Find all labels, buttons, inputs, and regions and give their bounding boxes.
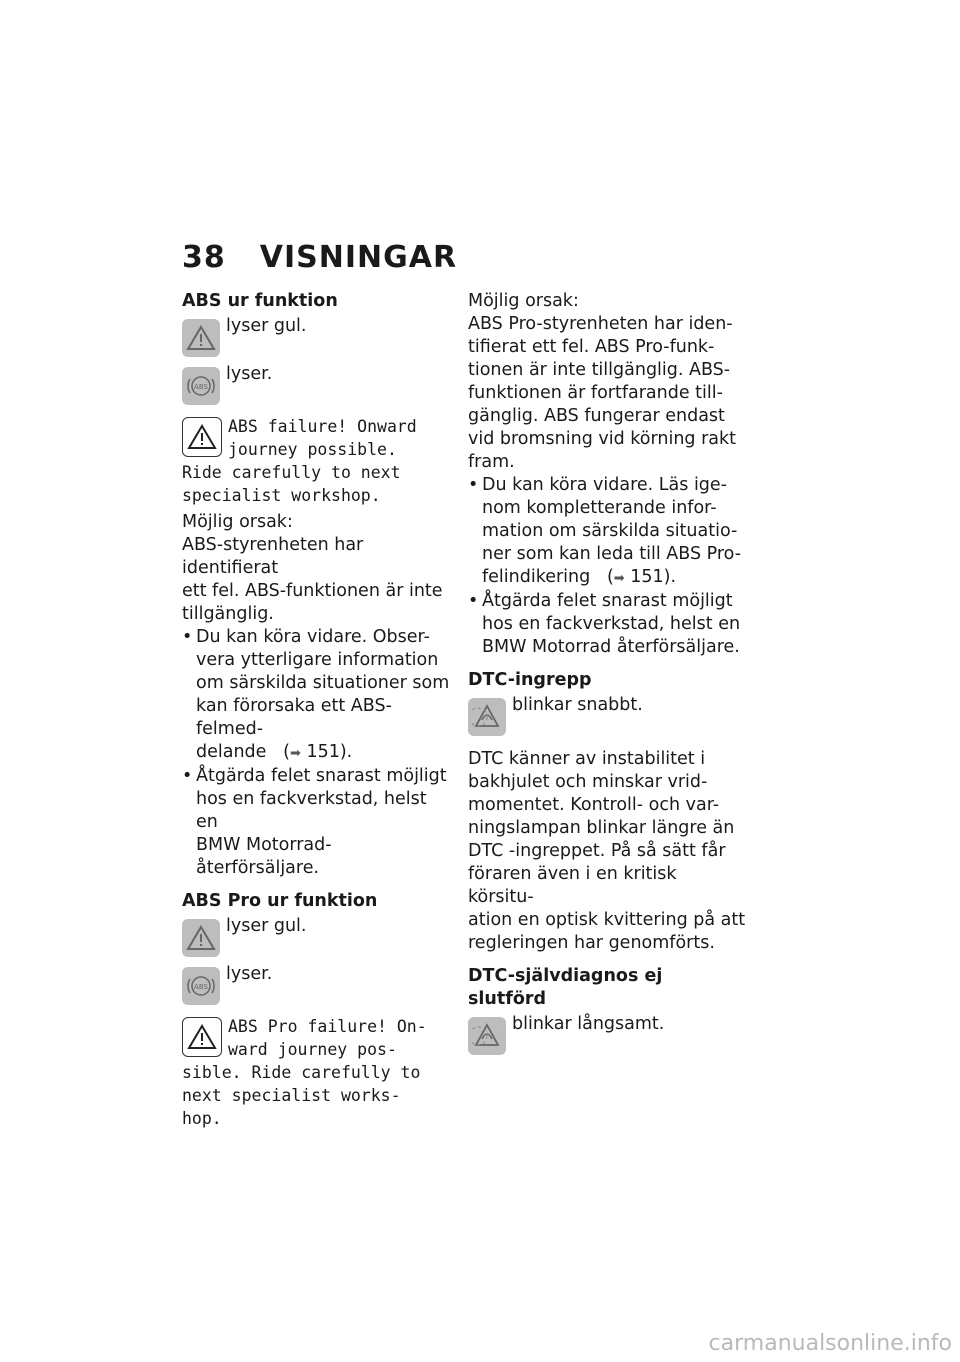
bullet-line: nom kompletterande infor- bbox=[482, 498, 717, 518]
abs-warning-text: lyser gul. bbox=[226, 316, 307, 336]
page-reference-link[interactable]: 151). bbox=[630, 567, 677, 587]
cause-line: tillgänglig. bbox=[182, 604, 274, 624]
cause-label: Möjlig orsak: bbox=[182, 512, 293, 532]
cause-line: funktionen är fortfarande till- bbox=[468, 383, 723, 403]
cause-line: ABS Pro-styrenheten har iden- bbox=[468, 314, 733, 334]
warning-triangle-outline-icon bbox=[182, 417, 222, 457]
bullet-text: delande bbox=[196, 742, 267, 762]
cause-line: ABS-styrenheten har identifierat bbox=[182, 535, 364, 578]
abs-display-message bbox=[182, 415, 454, 507]
text-line: DTC -ingreppet. På så sätt får bbox=[468, 841, 726, 861]
svg-text:ABS: ABS bbox=[194, 983, 208, 991]
cause-label: Möjlig orsak: bbox=[468, 291, 579, 311]
abs-heading: ABS ur funktion bbox=[182, 291, 338, 311]
abspro-heading: ABS Pro ur funktion bbox=[182, 891, 378, 911]
bullet-line: • Du kan köra vidare. Obser- bbox=[196, 627, 430, 647]
arrow-reference-icon: ➡ bbox=[289, 746, 301, 761]
page-reference-link[interactable]: 151). bbox=[306, 742, 353, 762]
abs-cause bbox=[182, 511, 454, 626]
page-number: 38 bbox=[182, 240, 226, 275]
cause-line: vid bromsning vid körning rakt bbox=[468, 429, 737, 449]
abspro-bullet-2 bbox=[468, 590, 746, 659]
text-line: ation en optisk kvittering på att bbox=[468, 910, 746, 930]
text-line: regleringen har genomförts. bbox=[468, 933, 715, 953]
bullet-line: • Åtgärda felet snarast möjligt bbox=[196, 766, 447, 786]
bullet-text: felindikering bbox=[482, 567, 591, 587]
bullet-line: hos en fackverkstad, helst en bbox=[482, 614, 741, 634]
text-line: ningslampan blinkar längre än bbox=[468, 818, 735, 838]
dtc-diag-heading: DTC-självdiagnos ej slutförd bbox=[468, 966, 663, 1009]
mono-line: journey possible. bbox=[228, 440, 397, 459]
warning-triangle-icon bbox=[182, 919, 220, 957]
bullet-line: om särskilda situationer som bbox=[196, 673, 450, 693]
abs-bullet-1 bbox=[182, 626, 454, 765]
page-header bbox=[182, 240, 457, 275]
cause-line: tionen är inte tillgänglig. ABS- bbox=[468, 360, 731, 380]
dtc-lamp-text: blinkar snabbt. bbox=[512, 695, 643, 715]
mono-line: ABS failure! Onward bbox=[228, 417, 417, 436]
bullet-line: BMW Motorrad-återförsäljare. bbox=[196, 835, 332, 878]
mono-line: ABS Pro failure! On- bbox=[228, 1017, 427, 1036]
cause-line: fram. bbox=[468, 452, 515, 472]
mono-line: hop. bbox=[182, 1109, 222, 1128]
abspro-warning-row bbox=[182, 915, 454, 961]
mono-line: ward journey pos- bbox=[228, 1040, 397, 1059]
warning-triangle-icon bbox=[182, 319, 220, 357]
abs-bullet-2 bbox=[182, 765, 454, 880]
dtc-lamp-row bbox=[468, 694, 746, 740]
bullet-line: vera ytterligare information bbox=[196, 650, 439, 670]
abspro-lamp-row bbox=[182, 963, 454, 1009]
bullet-line: hos en fackverkstad, helst en bbox=[196, 789, 427, 832]
text-line: föraren även i en kritisk körsitu- bbox=[468, 864, 677, 907]
bullet-line: • Du kan köra vidare. Läs ige- bbox=[482, 475, 727, 495]
text-line: momentet. Kontroll- och var- bbox=[468, 795, 720, 815]
traction-control-icon bbox=[468, 1017, 506, 1055]
traction-control-icon bbox=[468, 698, 506, 736]
dtc-description bbox=[468, 748, 746, 955]
bullet-line-ref: felindikering (➡ 151). bbox=[482, 566, 746, 590]
dtc-diag-lamp-text: blinkar långsamt. bbox=[512, 1014, 665, 1034]
arrow-reference-icon: ➡ bbox=[613, 571, 625, 586]
mono-line: Ride carefully to next bbox=[182, 463, 401, 482]
abspro-display-message bbox=[182, 1015, 454, 1130]
abs-lamp-text: lyser. bbox=[226, 364, 273, 384]
abspro-bullet-1 bbox=[468, 474, 746, 590]
page-title: VISNINGAR bbox=[259, 240, 458, 275]
warning-triangle-outline-icon bbox=[182, 1017, 222, 1057]
bullet-line: • Åtgärda felet snarast möjligt bbox=[482, 591, 733, 611]
abspro-warning-text: lyser gul. bbox=[226, 916, 307, 936]
bullet-line: ner som kan leda till ABS Pro- bbox=[482, 544, 742, 564]
mono-line: next specialist works- bbox=[182, 1086, 401, 1105]
abs-warning-row bbox=[182, 315, 454, 361]
abs-icon bbox=[182, 967, 220, 1005]
bullet-line: BMW Motorrad återförsäljare. bbox=[482, 637, 740, 657]
dtc-diag-lamp-row bbox=[468, 1013, 746, 1059]
cause-line: gänglig. ABS fungerar endast bbox=[468, 406, 725, 426]
watermark: carmanualsonline.info bbox=[708, 1331, 952, 1356]
left-column bbox=[182, 290, 454, 1130]
abspro-lamp-text: lyser. bbox=[226, 964, 273, 984]
mono-line: specialist workshop. bbox=[182, 486, 381, 505]
abs-lamp-row bbox=[182, 363, 454, 409]
bullet-line: mation om särskilda situatio- bbox=[482, 521, 738, 541]
svg-text:ABS: ABS bbox=[194, 383, 208, 391]
bullet-line-ref: delande (➡ 151). bbox=[196, 741, 454, 765]
text-line: DTC känner av instabilitet i bbox=[468, 749, 706, 769]
right-column bbox=[468, 290, 746, 1059]
cause-line: ett fel. ABS-funktionen är inte bbox=[182, 581, 443, 601]
mono-line: sible. Ride carefully to bbox=[182, 1063, 421, 1082]
cause-line: tifierat ett fel. ABS Pro-funk- bbox=[468, 337, 715, 357]
dtc-heading: DTC-ingrepp bbox=[468, 670, 592, 690]
abs-icon bbox=[182, 367, 220, 405]
bullet-line: kan förorsaka ett ABS-felmed- bbox=[196, 696, 392, 739]
text-line: bakhjulet och minskar vrid- bbox=[468, 772, 708, 792]
